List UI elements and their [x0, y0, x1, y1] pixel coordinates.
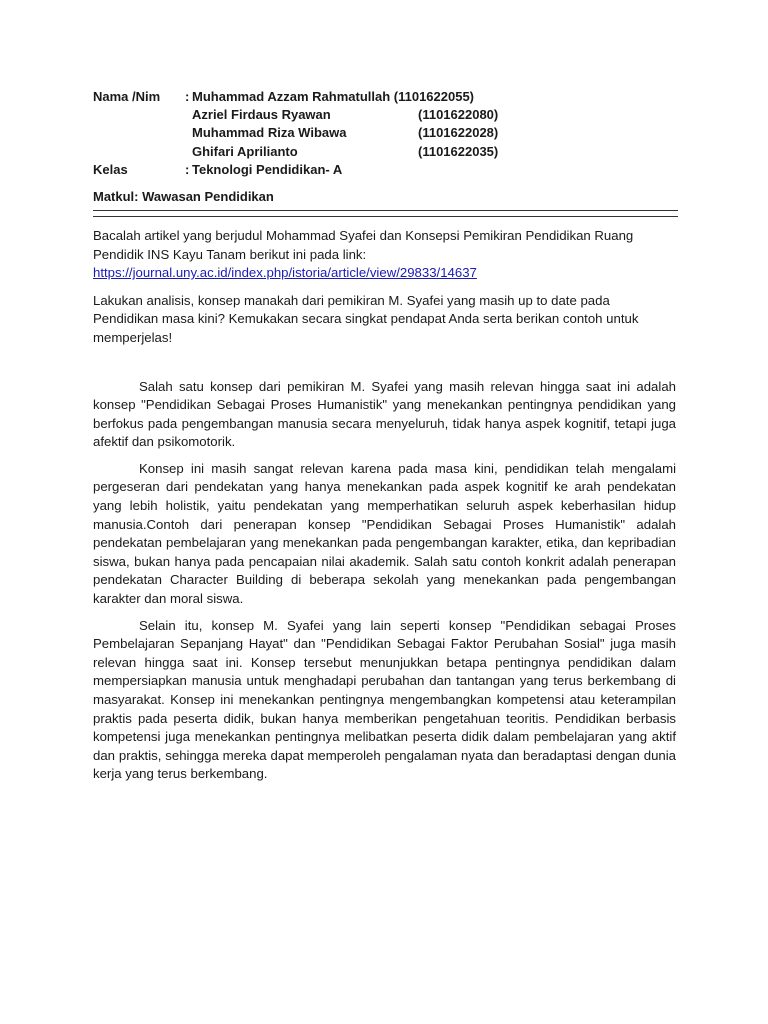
student-name: Azriel Firdaus Ryawan [192, 107, 331, 123]
colon: : [185, 89, 190, 104]
essay-answer [93, 378, 676, 784]
nama-nim-label: Nama /Nim [93, 89, 161, 104]
student-id: (1101622028) [418, 125, 499, 141]
student-name: Muhammad Riza Wibawa [192, 125, 347, 141]
essay-paragraph-3: Selain itu, konsep M. Syafei yang lain seperti konsep "Pendidikan sebagai Proses Pembelajaran Sepanjang Hayat" dan "Pendidikan Sebagai Faktor Perubahan Sosial" juga masih relevan hingga saat ini. Konsep tersebut menunjukkan betapa pentingnya pendidikan dalam mempersiapkan manusia untuk menghadapi perubahan dan tantangan yang terus berkembang di masyarakat. Konsep ini menekankan pentingnya mengembangkan kompetensi atau keterampilan praktis pada peserta didik, bukan hanya memberikan pengetahuan teoritis. Pendidikan berbasis kompetensi juga menekankan pentingnya melibatkan peserta didik dalam pembelajaran yang aktif dan praktis, sehingga mereka dapat memperoleh pengalaman nyata dan beradaptasi dengan dunia kerja yang terus berkembang. [93, 617, 676, 782]
student-name: Ghifari Aprilianto [192, 143, 298, 159]
header-row-student [93, 143, 676, 161]
class-name: Teknologi Pendidikan- A [192, 161, 343, 177]
essay-paragraph-2: Konsep ini masih sangat relevan karena pada masa kini, pendidikan telah mengalami pergeseran dari pendekatan yang hanya menekankan pada aspek kognitif ke arah pendekatan yang lebih holistik, yaitu pendekatan yang memperhatikan seluruh aspek keberhasilan hidup manusia.Contoh dari penerapan konsep "Pendidikan Sebagai Proses Humanistik" adalah pendekatan pembelajaran yang menekankan pada pengembangan karakter, etika, dan kepribadian siswa, bukan hanya pada pencapaian nilai akademik. Salah satu contoh konkrit adalah penerapan pendekatan Character Building di beberapa sekolah yang menekankan pada pengembangan karakter dan moral siswa. [93, 460, 676, 607]
student-info-header [93, 88, 676, 179]
student-id: (1101622080) [418, 107, 499, 123]
student-name: Muhammad Azzam Rahmatullah (1101622055) [192, 89, 475, 104]
assignment-question: Lakukan analisis, konsep manakah dari pemikiran M. Syafei yang masih up to date pada Pendidikan masa kini? Kemukakan secara singkat pendapat Anda serta berikan contoh untuk memperjelas! [93, 292, 639, 345]
colon: : [185, 161, 190, 177]
course-title: Matkul: Wawasan Pendidikan [93, 188, 274, 204]
header-row-kelas [93, 161, 676, 179]
essay-paragraph-1: Salah satu konsep dari pemikiran M. Syafei yang masih relevan hingga saat ini adalah konsep "Pendidikan Sebagai Proses Humanistik" yang menekankan pentingnya pendidikan yang berfokus pada pengembangan manusia secara menyeluruh, tidak hanya aspek kognitif, tetapi juga afektif dan psikomotorik. [93, 378, 676, 450]
double-divider [93, 210, 678, 217]
document-content [93, 88, 676, 792]
header-row-student [93, 124, 676, 142]
header-row-student [93, 106, 676, 124]
intro-text: Bacalah artikel yang berjudul Mohammad Syafei dan Konsepsi Pemikiran Pendidikan Ruang Pendidik INS Kayu Tanam berikut ini pada link: [93, 227, 634, 262]
kelas-label: Kelas [93, 161, 128, 177]
student-id: (1101622035) [418, 143, 499, 159]
article-link[interactable]: https://journal.uny.ac.id/index.php/istoria/article/view/29833/14637 [93, 265, 477, 281]
assignment-instructions [93, 227, 676, 348]
header-row-nama [93, 88, 676, 106]
assignment-intro [93, 227, 676, 283]
